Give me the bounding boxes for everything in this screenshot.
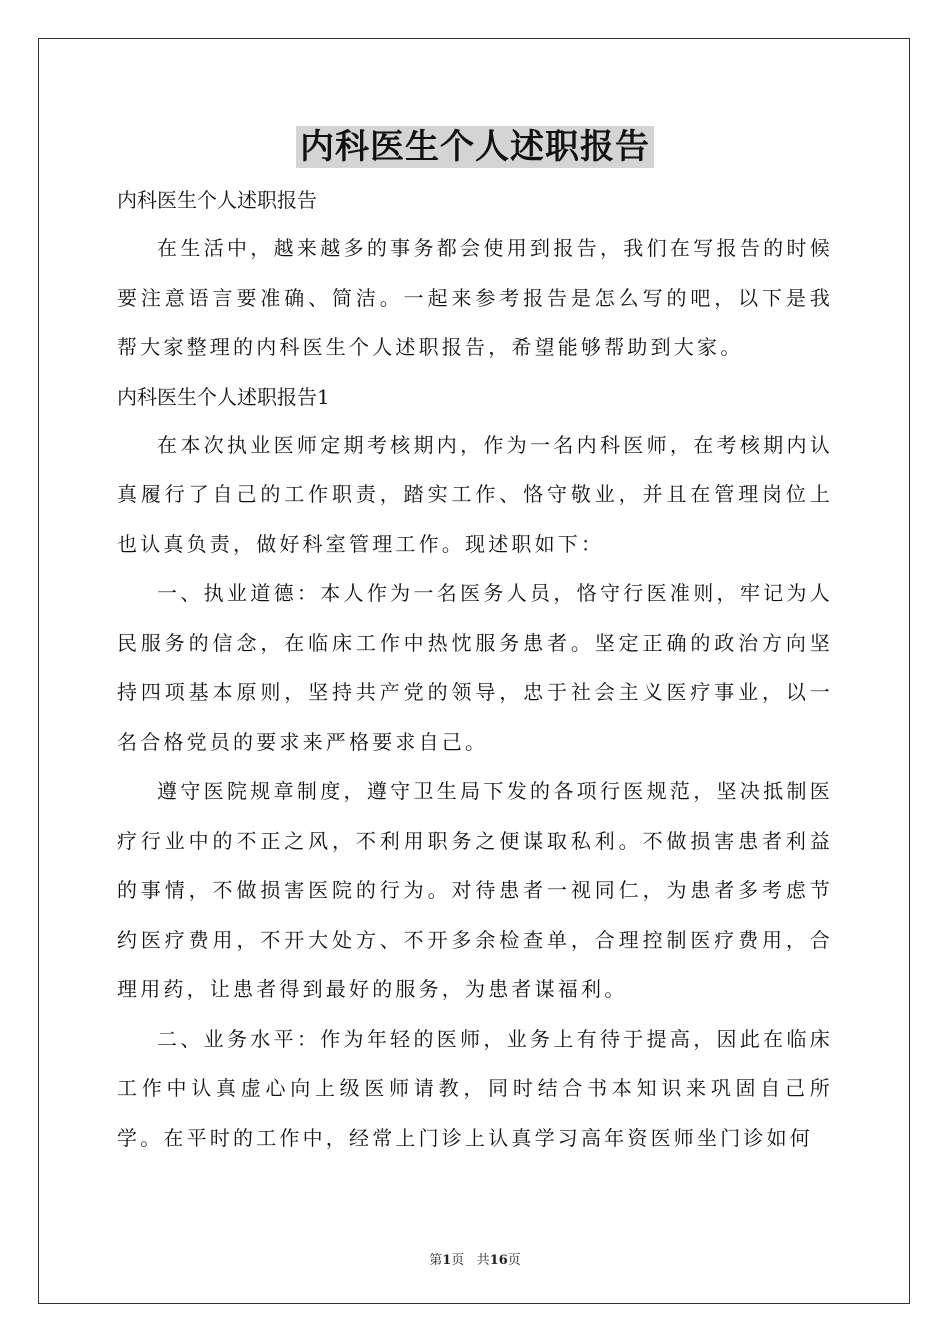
footer-total-pages: 16 — [489, 1253, 508, 1268]
title-container — [0, 126, 950, 168]
footer-page-unit: 页 — [451, 1253, 465, 1268]
document-subtitle: 内科医生个人述职报告 — [117, 188, 317, 212]
intro-paragraph: 在生活中，越来越多的事务都会使用到报告，我们在写报告的时候要注意语言要准确、简洁。一起来参考报告是怎么写的吧，以下是我帮大家整理的内科医生个人述职报告，希望能够帮助到大家。 — [117, 236, 833, 359]
page-footer — [0, 1249, 950, 1268]
document-title: 内科医生个人述职报告 — [296, 126, 654, 168]
footer-current-page: 1 — [442, 1253, 452, 1268]
footer-total-unit: 页 — [507, 1253, 521, 1268]
body-paragraph-3: 遵守医院规章制度，遵守卫生局下发的各项行医规范，坚决抵制医疗行业中的不正之风，不利用职务之便谋取私利。不做损害患者利益的事情，不做损害医院的行为。对待患者一视同仁，为患者多考虑节约医疗费用，不开大处方、不开多余检查单，合理控制医疗费用，合理用药，让患者得到最好的服务，为患者谋福利。 — [117, 779, 833, 1001]
footer-prefix: 第 — [429, 1253, 443, 1268]
body-paragraph-4: 二、业务水平：作为年轻的医师，业务上有待于提高，因此在临床工作中认真虚心向上级医师请教，同时结合书本知识来巩固自己所学。在平时的工作中，经常上门诊上认真学习高年资医师坐门诊如何 — [117, 1026, 833, 1150]
section-heading: 内科医生个人述职报告1 — [117, 384, 330, 409]
footer-total-prefix: 共 — [476, 1253, 490, 1268]
document-body — [117, 176, 833, 1163]
body-paragraph-2: 一、执业道德：本人作为一名医务人员，恪守行医准则，牢记为人民服务的信念，在临床工作中热忱服务患者。坚定正确的政治方向坚持四项基本原则，坚持共产党的领导，忠于社会主义医疗事业，以一名合格党员的要求来严格要求自己。 — [117, 581, 833, 754]
body-paragraph-1: 在本次执业医师定期考核期内，作为一名内科医师，在考核期内认真履行了自己的工作职责，踏实工作、恪守敬业，并且在管理岗位上也认真负责，做好科室管理工作。现述职如下： — [117, 432, 833, 556]
